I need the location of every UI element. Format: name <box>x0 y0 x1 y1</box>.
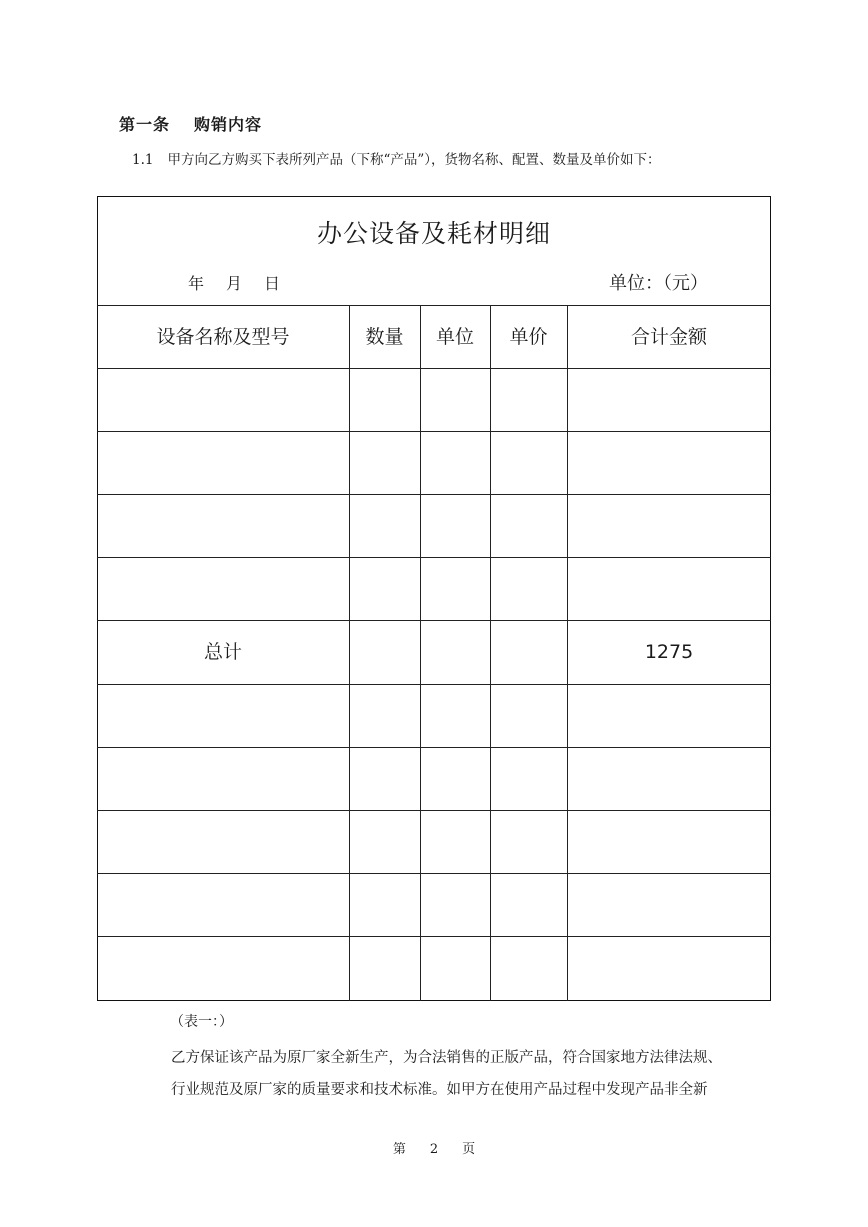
table-rule <box>97 684 771 685</box>
table-column-rule <box>490 306 491 1001</box>
table-rule <box>97 810 771 811</box>
column-header-amount: 合计金额 <box>630 326 707 348</box>
table-date-line <box>188 271 302 294</box>
column-header-quantity: 数量 <box>365 326 404 348</box>
section-heading <box>119 112 262 135</box>
table-column-rule <box>420 306 421 1001</box>
total-label: 总计 <box>203 641 242 663</box>
page-number <box>0 1138 868 1157</box>
table-rule <box>97 936 771 937</box>
date-month-label: 月 <box>226 274 243 293</box>
page-number-value: 2 <box>429 1142 439 1157</box>
table-rule <box>97 368 771 369</box>
clause-text <box>132 148 661 168</box>
table-rule <box>97 747 771 748</box>
table-title: 办公设备及耗材明细 <box>316 219 551 248</box>
table-column-rule <box>349 306 350 1001</box>
date-day-label: 日 <box>264 274 281 293</box>
table-rule <box>97 494 771 495</box>
page-number-prefix: 第 <box>392 1142 406 1157</box>
body-paragraph-line: 乙方保证该产品为原厂家全新生产，为合法销售的正版产品，符合国家地方法律法规、 <box>171 1050 722 1066</box>
section-title: 购销内容 <box>194 115 263 134</box>
clause-number: 1.1 <box>132 152 154 168</box>
table-rule <box>97 557 771 558</box>
column-header-price: 单价 <box>509 326 548 348</box>
total-amount: 1275 <box>644 641 694 663</box>
column-header-name: 设备名称及型号 <box>156 326 290 348</box>
body-paragraph-line: 行业规范及原厂家的质量要求和技术标准。如甲方在使用产品过程中发现产品非全新 <box>171 1082 708 1098</box>
column-header-unit: 单位 <box>435 326 474 348</box>
table-note: （表一：） <box>170 1014 233 1030</box>
table-unit-label: 单位：（元） <box>609 273 708 294</box>
table-rule <box>97 873 771 874</box>
page-number-suffix: 页 <box>462 1142 476 1157</box>
table-rule <box>97 431 771 432</box>
date-year-label: 年 <box>188 274 205 293</box>
section-number: 第一条 <box>119 115 171 134</box>
clause-body: 甲方向乙方购买下表所列产品（下称“产品”），货物名称、配置、数量及单价如下： <box>167 152 661 168</box>
